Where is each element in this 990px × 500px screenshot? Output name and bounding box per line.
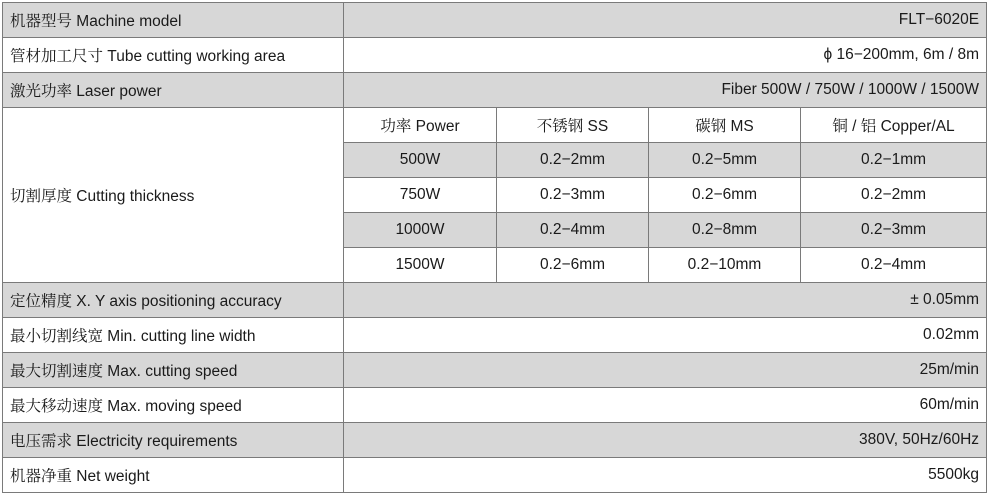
spec-value: ± 0.05mm	[344, 283, 987, 318]
spec-row-tube-area	[3, 38, 987, 73]
power-cell: 500W	[344, 143, 497, 178]
copper-al-cell: 0.2−4mm	[801, 248, 987, 283]
spec-table	[2, 2, 987, 493]
ms-cell: 0.2−6mm	[649, 178, 801, 213]
power-cell: 750W	[344, 178, 497, 213]
power-cell: 1500W	[344, 248, 497, 283]
power-cell: 1000W	[344, 213, 497, 248]
spec-value: 5500kg	[344, 458, 987, 493]
copper-al-cell: 0.2−2mm	[801, 178, 987, 213]
spec-label: 最大切割速度 Max. cutting speed	[3, 353, 344, 388]
thickness-header-row	[3, 108, 987, 143]
ms-cell: 0.2−8mm	[649, 213, 801, 248]
spec-row-machine-model	[3, 3, 987, 38]
spec-row-max-moving-speed	[3, 388, 987, 423]
spec-row-max-cutting-speed	[3, 353, 987, 388]
spec-value: Fiber 500W / 750W / 1000W / 1500W	[344, 73, 987, 108]
copper-al-cell: 0.2−3mm	[801, 213, 987, 248]
spec-row-laser-power	[3, 73, 987, 108]
spec-label: 机器净重 Net weight	[3, 458, 344, 493]
column-header: 功率 Power	[344, 108, 497, 143]
ss-cell: 0.2−4mm	[497, 213, 649, 248]
spec-row-min-line-width	[3, 318, 987, 353]
spec-value: 25m/min	[344, 353, 987, 388]
cutting-thickness-label: 切割厚度 Cutting thickness	[3, 108, 344, 283]
spec-label: 管材加工尺寸 Tube cutting working area	[3, 38, 344, 73]
spec-label: 最小切割线宽 Min. cutting line width	[3, 318, 344, 353]
spec-row-net-weight	[3, 458, 987, 493]
copper-al-cell: 0.2−1mm	[801, 143, 987, 178]
spec-row-electricity	[3, 423, 987, 458]
column-header: 铜 / 铝 Copper/AL	[801, 108, 987, 143]
ss-cell: 0.2−3mm	[497, 178, 649, 213]
spec-label: 机器型号 Machine model	[3, 3, 344, 38]
spec-row-positioning-accuracy	[3, 283, 987, 318]
spec-value: ϕ 16−200mm, 6m / 8m	[344, 38, 987, 73]
spec-value: 60m/min	[344, 388, 987, 423]
ms-cell: 0.2−5mm	[649, 143, 801, 178]
ss-cell: 0.2−2mm	[497, 143, 649, 178]
column-header: 不锈钢 SS	[497, 108, 649, 143]
spec-value: FLT−6020E	[344, 3, 987, 38]
spec-label: 定位精度 X. Y axis positioning accuracy	[3, 283, 344, 318]
column-header: 碳钢 MS	[649, 108, 801, 143]
spec-label: 最大移动速度 Max. moving speed	[3, 388, 344, 423]
ms-cell: 0.2−10mm	[649, 248, 801, 283]
ss-cell: 0.2−6mm	[497, 248, 649, 283]
spec-label: 电压需求 Electricity requirements	[3, 423, 344, 458]
spec-label: 激光功率 Laser power	[3, 73, 344, 108]
spec-value: 0.02mm	[344, 318, 987, 353]
spec-value: 380V, 50Hz/60Hz	[344, 423, 987, 458]
